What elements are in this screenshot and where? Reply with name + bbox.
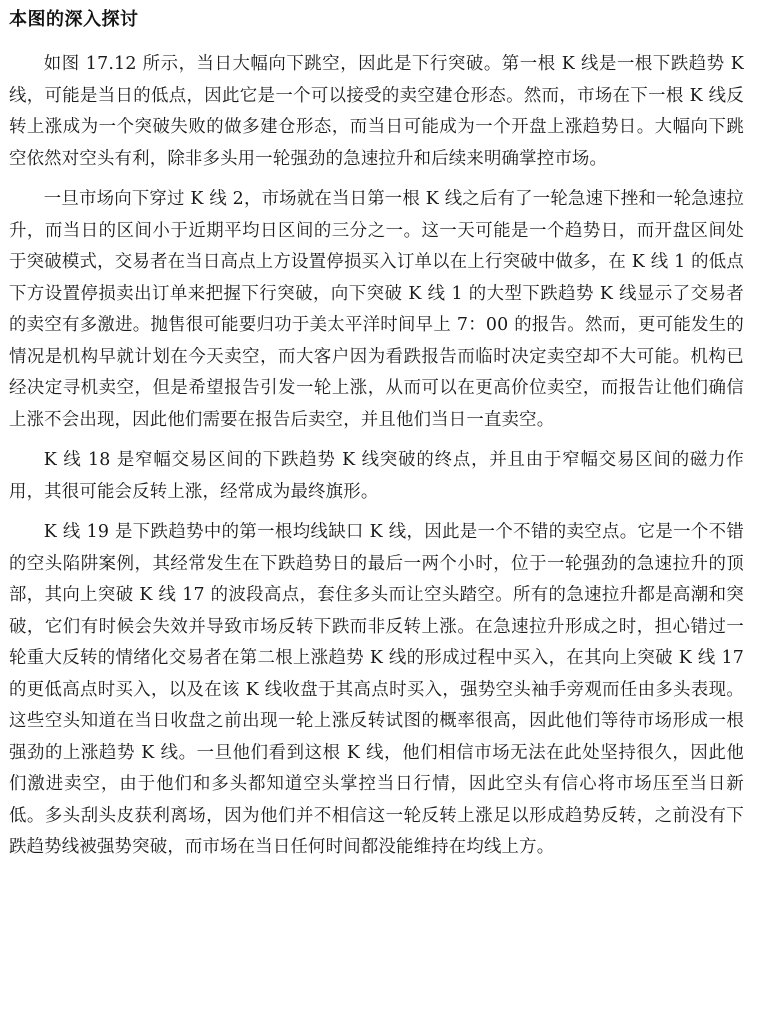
paragraph-bar-19-bear-trap: K 线 19 是下跌趋势中的第一根均线缺口 K 线，因此是一个不错的卖空点。它是一个不错的空头陷阱案例，其经常发生在下跌趋势日的最后一两个小时，位于一轮强劲的急速拉升的顶部，其向上突破 K 线 17 的波段高点，套住多头而让空头踏空。所有的急速拉升都是高潮和突破，它们有时候会失效并导致市场反转下跌而非反转上涨。在急速拉升形成之时，担心错过一轮重大反转的情绪化交易者在第二根上涨趋势 K 线的形成过程中买入，在其向上突破 K 线 17 的更低高点时买入，以及在该 K 线收盘于其高点时买入，强势空头袖手旁观而任由多头表现。这些空头知道在当日收盘之前出现一轮上涨反转试图的概率很高，因此他们等待市场形成一根强劲的上涨趋势 K 线。一旦他们看到这根 K 线，他们相信市场无法在此处坚持很久，因此他们激进卖空，由于他们和多头都知道空头掌控当日行情，因此空头有信心将市场压至当日新低。多头刮头皮获利离场，因为他们并不相信这一轮反转上涨足以形成趋势反转，之前没有下跌趋势线被强势突破，而市场在当日任何时间都没能维持在均线上方。 (9, 522, 744, 857)
section-heading: 本图的深入探讨 (9, 9, 139, 30)
paragraph-gap-down-breakout: 如图 17.12 所示，当日大幅向下跳空，因此是下行突破。第一根 K 线是一根下跌趋势 K 线，可能是当日的低点，因此它是一个可以接受的卖空建仓形态。然而，市场在下一根 K 线反转上涨成为一个突破失败的做多建仓形态，而当日可能成为一个开盘上涨趋势日。大幅向下跳空依然对空头有利，除非多头用一轮强劲的急速拉升和后续来明确掌控市场。 (9, 54, 744, 169)
paragraph-bar-2-breakdown: 一旦市场向下穿过 K 线 2，市场就在当日第一根 K 线之后有了一轮急速下挫和一轮急速拉升，而当日的区间小于近期平均日区间的三分之一。这一天可能是一个趋势日，而开盘区间处于突破模式，交易者在当日高点上方设置停损买入订单以在上行突破中做多，在 K 线 1 的低点下方设置停损卖出订单来把握下行突破，向下突破 K 线 1 的大型下跌趋势 K 线显示了交易者的卖空有多激进。抛售很可能要归功于美太平洋时间早上 7：00 的报告。然而，更可能发生的情况是机构早就计划在今天卖空，而大客户因为看跌报告而临时决定卖空却不大可能。机构已经决定寻机卖空，但是希望报告引发一轮上涨，从而可以在更高价位卖空，而报告让他们确信上涨不会出现，因此他们需要在报告后卖空，并且他们当日一直卖空。 (9, 189, 744, 430)
paragraph-bar-18-final-flag: K 线 18 是窄幅交易区间的下跌趋势 K 线突破的终点，并且由于窄幅交易区间的磁力作用，其很可能会反转上涨，经常成为最终旗形。 (9, 450, 744, 502)
